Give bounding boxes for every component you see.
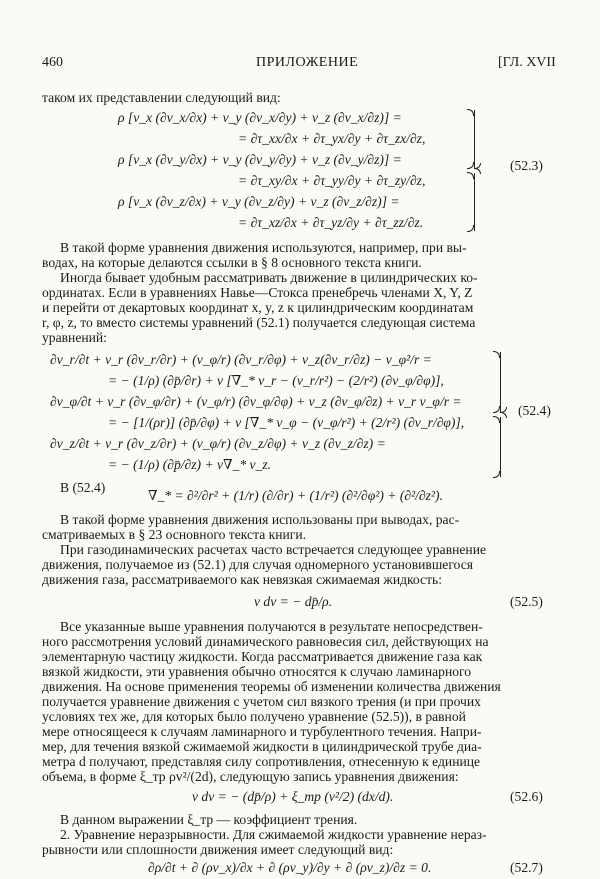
running-title: ПРИЛОЖЕНИЕ [256,55,359,70]
text-line: движения, получаемое из (52.1) для случая одномерного установившегося [42,557,473,572]
text-line: В такой форме уравнения движения использованы при выводах, рас- [60,512,460,527]
text-line: r, φ, z, то вместо системы уравнений (52.1) получается следующая система [42,315,476,330]
text-line: получается уравнение движения с учетом сил вязкого трения (и при прочих [42,694,481,709]
text-line: Иногда бывает удобным рассматривать движение в цилиндрических ко- [60,270,478,285]
equation-line: = ∂τ_xz/∂x + ∂τ_yz/∂y + ∂τ_zz/∂z. [238,215,424,230]
text-line: В данном выражении ξ_тр — коэффициент трения. [60,812,358,827]
equation-line: = − [1/(ρr)] (∂p̄/∂φ) + ν [∇_* v_φ − (v_φ/r²) + (2/r²) (∂v_r/∂φ)], [108,415,465,430]
equation-brace [474,110,475,168]
equation-line: ∂ρ/∂t + ∂ (ρv_x)/∂x + ∂ (ρv_y)/∂y + ∂ (ρv_z)/∂z = 0. [148,860,432,875]
text-line: В (52.4) [60,480,106,495]
text-line: При газодинамических расчетах часто встречается следующее уравнение [60,542,487,557]
text-line: сматриваемых в § 23 основного текста книги. [42,527,307,542]
equation-line: ∂v_φ/∂t + v_r (∂v_φ/∂r) + (v_φ/r) (∂v_φ/∂φ) + v_z (∂v_φ/∂z) + v_r v_φ/r = [50,394,462,409]
text-line: движения газа, рассматриваемого как невязкая сжимаемая жидкость: [42,572,443,587]
equation-line: ρ [v_x (∂v_y/∂x) + v_y (∂v_y/∂y) + v_z (∂v_y/∂z)] = [118,152,402,167]
equation-number: (52.4) [518,403,551,418]
text-line: и перейти от декартовых координат x, y, z к цилиндрическим координатам [42,300,474,315]
text-line: Все указанные выше уравнения получаются в результате непосредствен- [60,619,483,634]
text-line: движения. На основе применения теоремы об изменении количества движения [42,679,501,694]
text-line: условиях тех же, для которых было получено уравнение (52.5)), в равной [42,709,466,724]
equation-brace [500,417,501,477]
equation-line: = − (1/ρ) (∂p̄/∂r) + ν [∇_* v_r − (v_r/r²) − (2/r²) (∂v_φ/∂φ)], [108,373,444,388]
text-line: уравнений: [42,330,107,345]
equation-line: = ∂τ_xx/∂x + ∂τ_yx/∂y + ∂τ_zx/∂z, [238,131,426,146]
text-line: элементарную частицу жидкости. Когда рассматривается движение газа как [42,649,483,664]
text-line: таком их представлении следующий вид: [42,90,281,105]
text-line: метра d получают, представляя силу сопротивления, отнесенную к единице [42,754,481,769]
equation-number: (52.5) [510,594,543,609]
equation-line: ρ [v_x (∂v_z/∂x) + v_y (∂v_z/∂y) + v_z (∂v_z/∂z)] = [118,194,400,209]
equation-brace-tip [500,407,507,417]
text-line: мер, для течения вязкой сжимаемой жидкости в цилиндрической трубе диа- [42,739,482,754]
text-line: В такой форме уравнения движения используются, например, при вы- [60,240,467,255]
text-line: объема, в форме ξ_тр ρv²/(2d), следующую запись уравнения движения: [42,769,459,784]
equation-brace [500,352,501,412]
equation-line: = − (1/ρ) (∂p̄/∂z) + ν∇_* v_z. [108,457,272,472]
equation-line: ∂v_z/∂t + v_r (∂v_z/∂r) + (v_φ/r) (∂v_z/∂φ) + v_z (∂v_z/∂z) = [50,436,386,451]
page-number: 460 [42,55,63,70]
text-line: 2. Уравнение неразрывности. Для сжимаемой жидкости уравнение нераз- [60,827,487,842]
text-line: рывности или сплошности движения имеет следующий вид: [42,842,394,857]
text-line: ординатах. Если в уравнениях Навье—Стокса пренебречь членами X, Y, Z [42,285,473,300]
text-line: вязкой жидкости, эти уравнения обычно относятся к случаю ламинарного [42,664,472,679]
text-line: мере относящееся к случаям ламинарного и турбулентного течения. Напри- [42,724,482,739]
equation-number: (52.6) [510,789,543,804]
text-line: водах, на которые делаются ссылки в § 8 основного текста книги. [42,255,422,270]
chapter-ref: [ГЛ. XVII [498,55,556,70]
equation-brace-tip [474,163,481,173]
equation-line: ∇_* = ∂²/∂r² + (1/r) (∂/∂r) + (1/r²) (∂²/∂φ²) + (∂²/∂z²). [148,488,443,503]
text-line: ного рассмотрения условий динамического равновесия сил, действующих на [42,634,489,649]
equation-line: = ∂τ_xy/∂x + ∂τ_yy/∂y + ∂τ_zy/∂z, [238,173,426,188]
equation-number: (52.3) [510,158,543,173]
equation-number: (52.7) [510,860,543,875]
equation-line: v dv = − (dp̄/ρ) + ξ_тр (v²/2) (dx/d). [192,789,394,804]
equation-line: ρ [v_x (∂v_x/∂x) + v_y (∂v_x/∂y) + v_z (∂v_x/∂z)] = [118,110,402,125]
equation-line: ∂v_r/∂t + v_r (∂v_r/∂r) + (v_φ/r) (∂v_r/∂φ) + v_z(∂v_r/∂z) − v_φ²/r = [50,352,432,367]
equation-brace [474,173,475,231]
equation-line: v dv = − dp̄/ρ. [254,594,333,609]
